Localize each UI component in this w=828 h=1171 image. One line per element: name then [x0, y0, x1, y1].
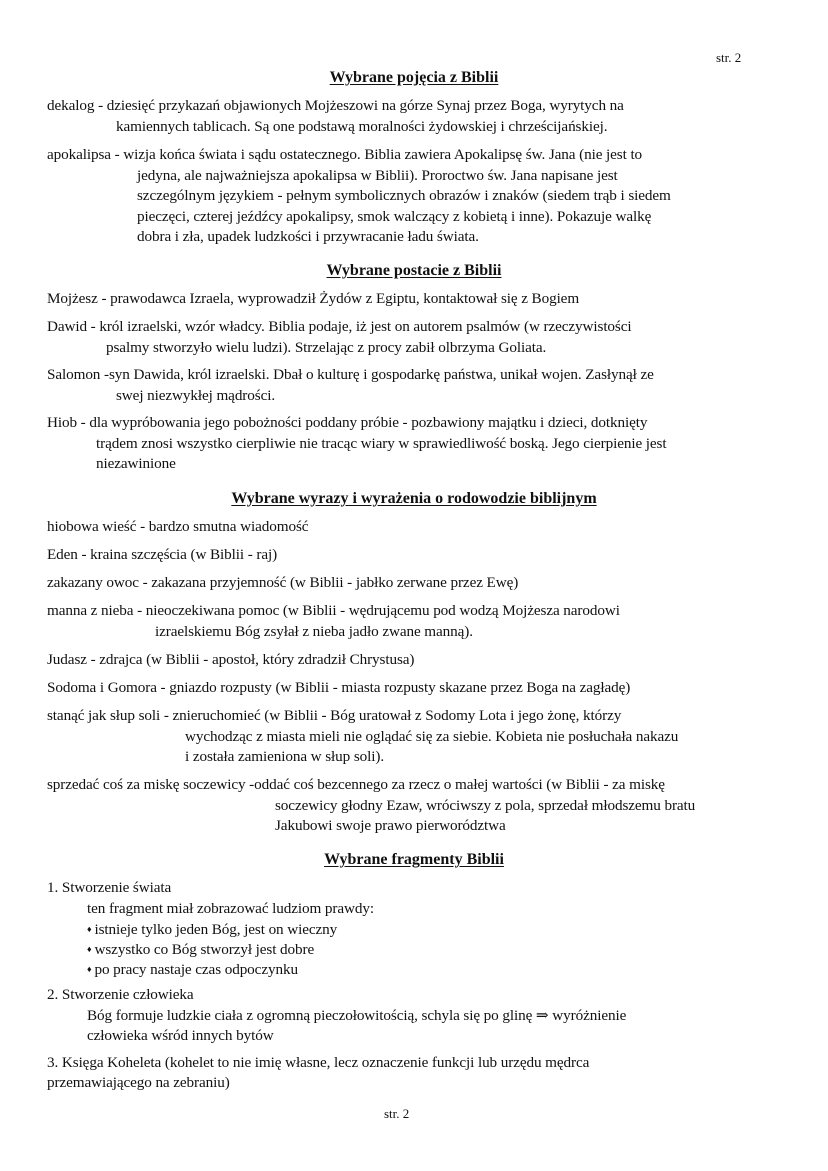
section-title-concepts: Wybrane pojęcia z Biblii [329, 69, 499, 86]
section-title-fragments: Wybrane fragmenty Biblii [324, 851, 504, 868]
entry-soczewica-line-3: Jakubowi swoje prawo pierworództwa [275, 817, 506, 834]
entry-soczewica-line-2: soczewicy głodny Ezaw, wróciwszy z pola, sprzedał młodszemu bratu [275, 797, 696, 814]
section-title-expressions: Wybrane wyrazy i wyrażenia o rodowodzie biblijnym [231, 490, 597, 507]
diamond-bullet-icon: ♦ [87, 944, 92, 954]
diamond-bullet-icon: ♦ [87, 964, 92, 974]
fragment-1-title: 1. Stworzenie świata [47, 879, 172, 896]
entry-slup-soli-line-1: stanąć jak słup soli - znieruchomieć (w Biblii - Bóg uratował z Sodomy Lota i jego żonę, którzy [47, 707, 622, 724]
section-title-figures: Wybrane postacie z Biblii [326, 262, 502, 279]
fragment-3-line-1: 3. Księga Koheleta (kohelet to nie imię własne, lecz oznaczenie funkcji lub urzędu mędrca [47, 1054, 590, 1071]
entry-apokalipsa-line-5: dobra i zła, upadek ludzkości i przywracanie ładu świata. [137, 228, 479, 245]
entry-salomon-line-1: Salomon -syn Dawida, król izraelski. Dbał o kulturę i gospodarkę państwa, unikał wojen. Zasłynął ze [47, 366, 654, 383]
entry-slup-soli-line-2: wychodząc z miasta mieli nie oglądać się za siebie. Kobieta nie posłuchała nakazu [185, 728, 679, 745]
entry-hiob-line-1: Hiob - dla wypróbowania jego pobożności poddany próbie - pozbawiony majątku i dzieci, dotknięty [47, 414, 648, 431]
fragment-1-bullet-3: ♦ po pracy nastaje czas odpoczynku [87, 961, 298, 978]
entry-dawid-line-2: psalmy stworzyło wielu ludzi). Strzelając z procy zabił olbrzyma Goliata. [106, 339, 547, 356]
entry-hiob-line-2: trądem znosi wszystko cierpliwie nie tracąc wiary w sprawiedliwość boską. Jego cierpienie jest [96, 435, 667, 452]
entry-soczewica-line-1: sprzedać coś za miskę soczewicy -oddać coś bezcennego za rzecz o małej wartości (w Biblii - za miskę [47, 776, 665, 793]
entry-manna-line-2: izraelskiemu Bóg zsyłał z nieba jadło zwane manną). [155, 623, 473, 640]
entry-apokalipsa-line-3: szczególnym językiem - pełnym symbolicznych obrazów i znaków (siedem trąb i siedem [137, 187, 671, 204]
entry-slup-soli-line-3: i została zamieniona w słup soli). [185, 748, 385, 765]
entry-mojzesz: Mojżesz - prawodawca Izraela, wyprowadził Żydów z Egiptu, kontaktował się z Bogiem [47, 290, 580, 307]
entry-hiob-line-3: niezawinione [96, 455, 176, 472]
fragment-1-bullet-2: ♦ wszystko co Bóg stworzył jest dobre [87, 941, 315, 958]
entry-zakazany-owoc: zakazany owoc - zakazana przyjemność (w Biblii - jabłko zerwane przez Ewę) [47, 574, 519, 591]
entry-apokalipsa-line-2: jedyna, ale najważniejsza apokalipsa w Biblii). Proroctwo św. Jana napisane jest [137, 167, 618, 184]
entry-eden: Eden - kraina szczęścia (w Biblii - raj) [47, 546, 278, 563]
entry-hiobowa-wiesc: hiobowa wieść - bardzo smutna wiadomość [47, 518, 309, 535]
fragment-2-line-1: Bóg formuje ludzkie ciała z ogromną pieczołowitością, schyla się po glinę ⇒ wyróżnienie [87, 1007, 627, 1024]
entry-apokalipsa-line-4: pieczęci, czterej jeźdźcy apokalipsy, smok walczący z kobietą i inne). Pokazuje walkę [137, 208, 652, 225]
entry-salomon-line-2: swej niezwykłej mądrości. [116, 387, 276, 404]
entry-judasz: Judasz - zdrajca (w Biblii - apostoł, który zdradził Chrystusa) [47, 651, 415, 668]
fragment-2-line-2: człowieka wśród innych bytów [87, 1027, 274, 1044]
diamond-bullet-icon: ♦ [87, 924, 92, 934]
entry-dekalog-line-1: dekalog - dziesięć przykazań objawionych Mojżeszowi na górze Synaj przez Boga, wyrytych na [47, 97, 624, 114]
fragment-1-intro: ten fragment miał zobrazować ludziom prawdy: [87, 900, 375, 917]
entry-manna-line-1: manna z nieba - nieoczekiwana pomoc (w Biblii - wędrującemu pod wodzą Mojżesza narodowi [47, 602, 620, 619]
entry-dawid-line-1: Dawid - król izraelski, wzór władcy. Biblia podaje, iż jest on autorem psalmów (w rzeczywistości [47, 318, 632, 335]
page-number-top: str. 2 [716, 50, 742, 65]
entry-sodoma-gomora: Sodoma i Gomora - gniazdo rozpusty (w Biblii - miasta rozpusty skazane przez Boga na zagładę) [47, 679, 631, 696]
fragment-2-title: 2. Stworzenie człowieka [47, 986, 194, 1003]
fragment-1-bullet-1: ♦ istnieje tylko jeden Bóg, jest on wieczny [87, 921, 338, 938]
entry-apokalipsa-line-1: apokalipsa - wizja końca świata i sądu ostatecznego. Biblia zawiera Apokalipsę św. Jana (nie jest to [47, 146, 643, 163]
entry-dekalog-line-2: kamiennych tablicach. Są one podstawą moralności żydowskiej i chrześcijańskiej. [116, 118, 608, 135]
fragment-3-line-2: przemawiającego na zebraniu) [47, 1074, 230, 1091]
page-number-bottom: str. 2 [384, 1106, 410, 1121]
